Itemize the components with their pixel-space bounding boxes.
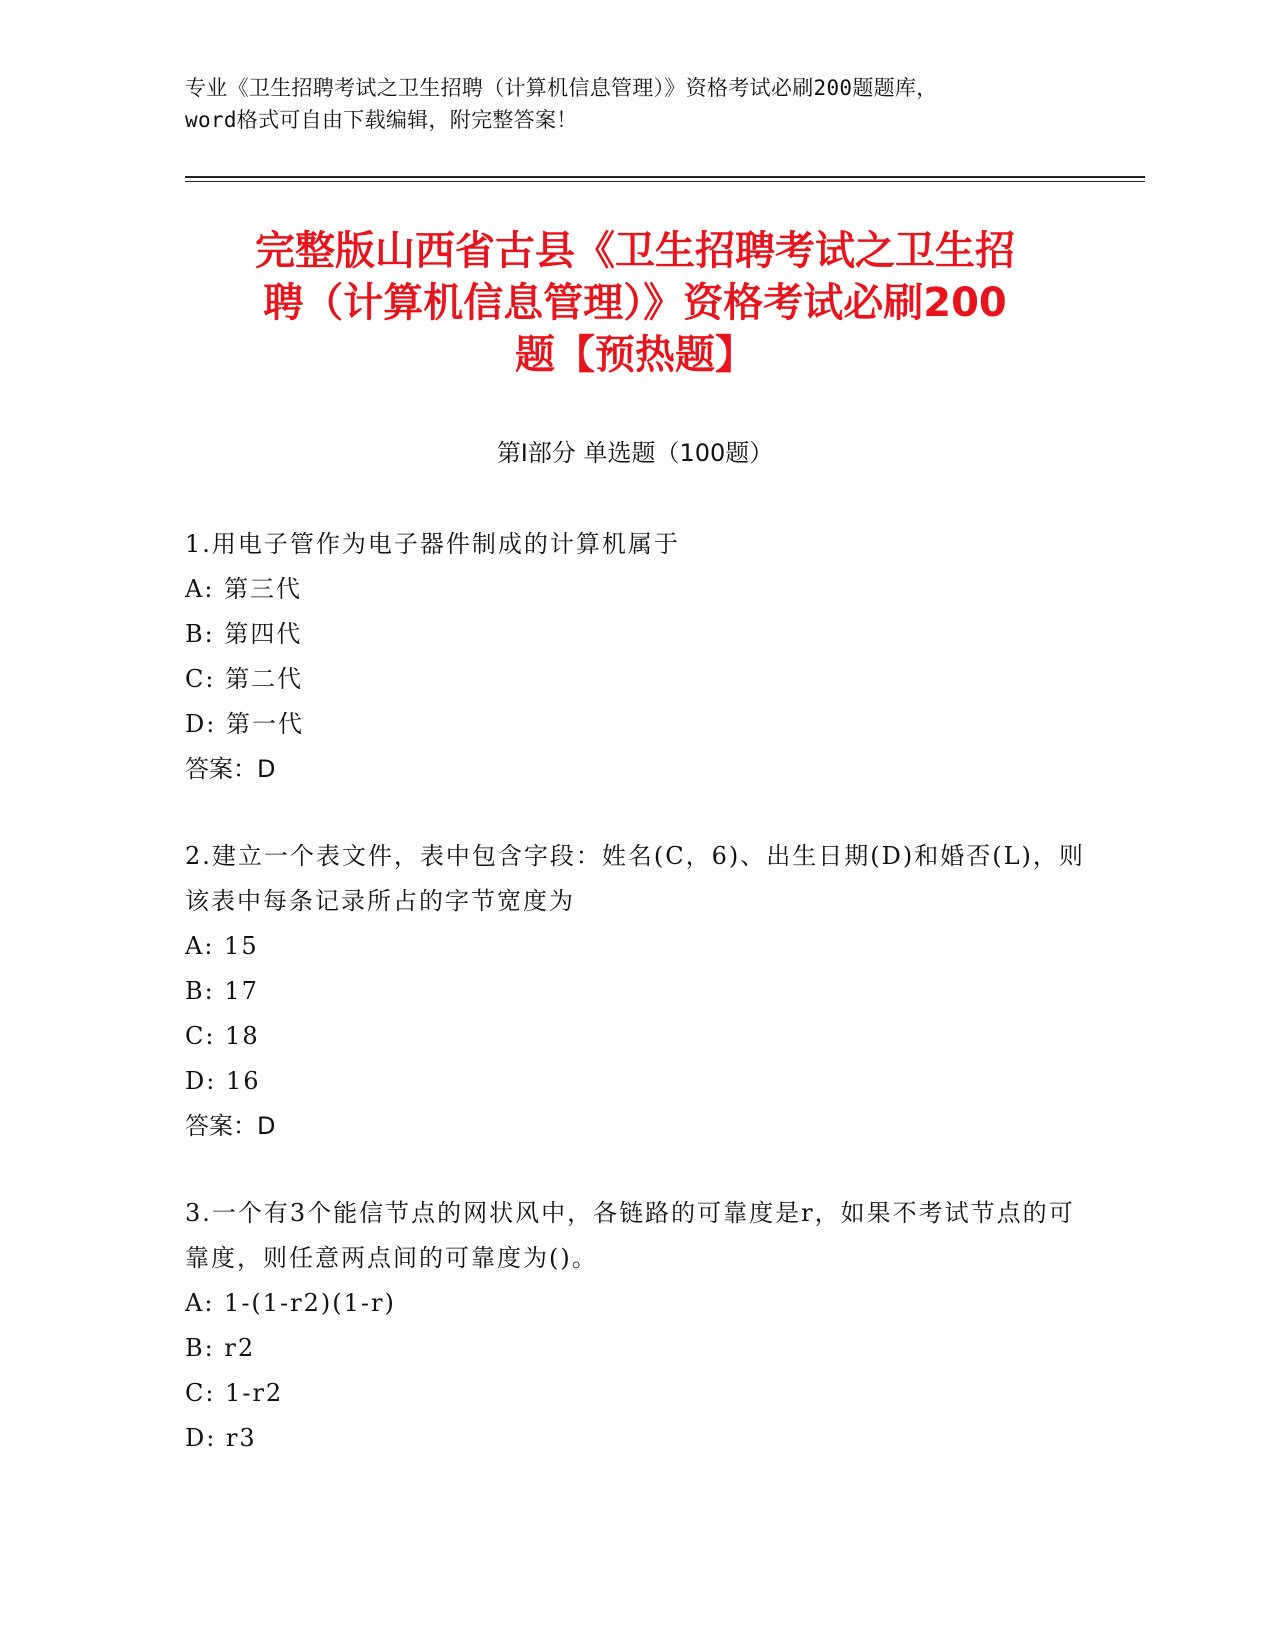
option-b: B: r2: [185, 1334, 256, 1362]
question-3: [185, 1191, 1085, 1461]
header-divider-thick: [185, 176, 1145, 178]
document-title: [185, 225, 1085, 381]
option-a: A: 第三代: [185, 575, 303, 603]
question-1: [185, 522, 1085, 792]
option-d: D: r3: [185, 1424, 257, 1452]
header-note: [185, 72, 1085, 136]
question-list: [185, 522, 1085, 1503]
answer: 答案：D: [185, 1112, 276, 1140]
option-b: B: 17: [185, 977, 259, 1005]
section-heading: 第Ⅰ部分 单选题（100题）: [496, 439, 774, 467]
question-stem: 3.一个有3个能信节点的网状风中，各链路的可靠度是r，如果不考试节点的可靠度，则任意两点间的可靠度为()。: [185, 1199, 1075, 1272]
document-title-line-1: 完整版山西省古县《卫生招聘考试之卫生招: [255, 228, 1015, 274]
option-a: A: 1-(1-r2)(1-r): [185, 1289, 396, 1317]
question-stem: 1.用电子管作为电子器件制成的计算机属于: [185, 530, 680, 558]
header-note-line-1: 专业《卫生招聘考试之卫生招聘（计算机信息管理）》资格考试必刷200题题库，: [185, 76, 938, 100]
option-d: D: 16: [185, 1067, 261, 1095]
option-c: C: 1-r2: [185, 1379, 284, 1407]
option-d: D: 第一代: [185, 710, 304, 738]
question-stem: 2.建立一个表文件，表中包含字段：姓名(C，6)、出生日期(D)和婚否(L)，则该表中每条记录所占的字节宽度为: [185, 842, 1085, 915]
header-divider-thin: [185, 181, 1145, 182]
answer: 答案：D: [185, 755, 276, 783]
question-2: [185, 834, 1085, 1149]
header-note-line-2: word格式可自由下载编辑，附完整答案！: [185, 108, 578, 132]
option-a: A: 15: [185, 932, 259, 960]
document-title-line-2: 聘（计算机信息管理）》资格考试必刷200: [263, 280, 1007, 326]
option-c: C: 18: [185, 1022, 260, 1050]
option-b: B: 第四代: [185, 620, 303, 648]
document-title-line-3: 题【预热题】: [515, 332, 755, 378]
option-c: C: 第二代: [185, 665, 304, 693]
